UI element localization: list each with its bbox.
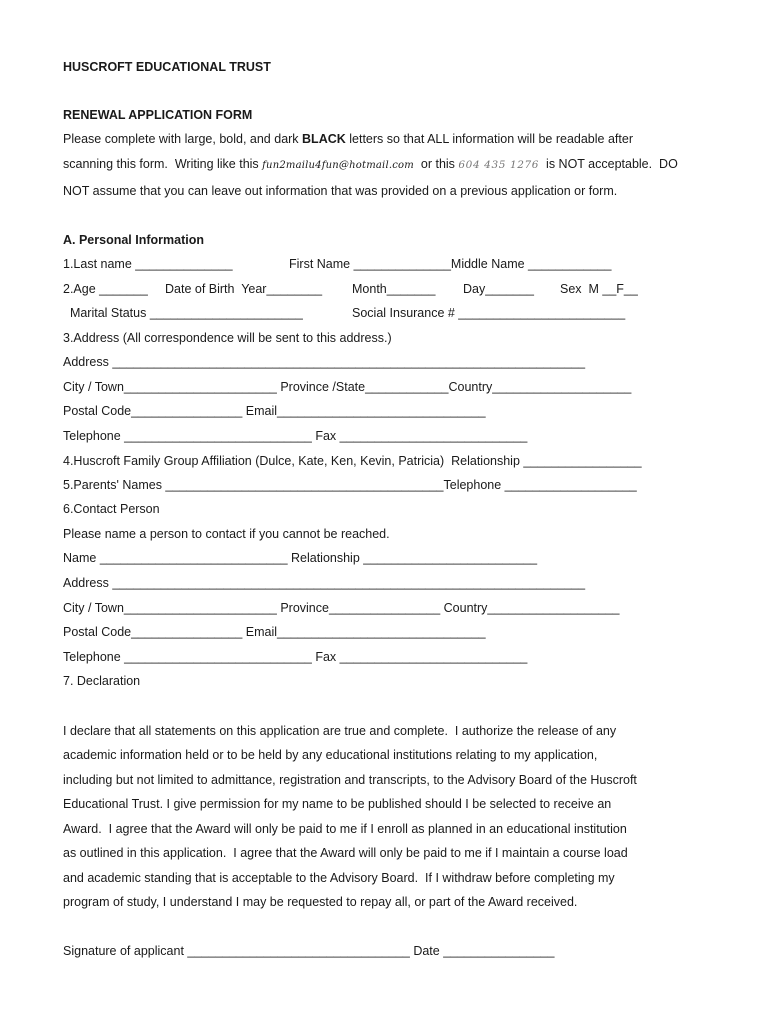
intro-line-3: NOT assume that you can leave out information that was provided on a previous application or form. <box>63 184 618 198</box>
sex-field[interactable]: Sex M __F__ <box>560 282 638 296</box>
contact-address-field[interactable]: Address ____________________________________________________________________ <box>63 576 586 590</box>
declaration-line: program of study, I understand I may be requested to repay all, or part of the Award received. <box>63 895 578 909</box>
document-title: HUSCROFT EDUCATIONAL TRUST <box>63 60 271 74</box>
birth-month-field[interactable]: Month_______ <box>352 282 436 296</box>
last-name-field[interactable]: 1.Last name ______________ <box>63 257 233 271</box>
intro-text: scanning this form. Writing like this <box>63 157 263 171</box>
age-field[interactable]: 2.Age _______ <box>63 282 148 296</box>
contact-telephone-fax-field[interactable]: Telephone ___________________________ Fax ___________________________ <box>63 650 528 664</box>
postal-email-field[interactable]: Postal Code________________ Email______________________________ <box>63 404 486 418</box>
contact-postal-email-field[interactable]: Postal Code________________ Email______________________________ <box>63 625 486 639</box>
intro-line-2 <box>63 156 678 174</box>
contact-person-instruction: Please name a person to contact if you cannot be reached. <box>63 527 390 541</box>
first-middle-name-field[interactable]: First Name ______________Middle Name ____________ <box>289 257 612 271</box>
intro-black-emphasis: BLACK <box>302 132 346 146</box>
parents-names-field[interactable]: 5.Parents' Names ________________________________________Telephone ___________________ <box>63 478 637 492</box>
declaration-line: academic information held or to be held by any educational institutions relating to my application, <box>63 748 598 762</box>
declaration-line: as outlined in this application. I agree that the Award will only be paid to me if I maintain a course load <box>63 846 628 860</box>
declaration-line: and academic standing that is acceptable to the Advisory Board. If I withdraw before completing my <box>63 871 615 885</box>
intro-text: is NOT acceptable. DO <box>539 157 678 171</box>
family-affiliation-field[interactable]: 4.Huscroft Family Group Affiliation (Dulce, Kate, Ken, Kevin, Patricia) Relationship _________________ <box>63 454 642 468</box>
signature-date-field[interactable]: Signature of applicant ________________________________ Date ________________ <box>63 944 555 958</box>
declaration-heading: 7. Declaration <box>63 674 141 688</box>
declaration-line: Award. I agree that the Award will only be paid to me if I enroll as planned in an educational institution <box>63 822 627 836</box>
marital-status-field[interactable]: Marital Status ______________________ <box>63 306 303 320</box>
telephone-fax-field[interactable]: Telephone ___________________________ Fax ___________________________ <box>63 429 528 443</box>
section-a-heading: A. Personal Information <box>63 233 204 247</box>
intro-line-1 <box>63 131 633 147</box>
contact-name-field[interactable]: Name ___________________________ Relationship _________________________ <box>63 551 538 565</box>
handwriting-example-phone: 604 435 1276 <box>458 159 540 171</box>
address-field[interactable]: Address ____________________________________________________________________ <box>63 355 586 369</box>
intro-text: Please complete with large, bold, and dark <box>63 132 303 146</box>
declaration-line: I declare that all statements on this application are true and complete. I authorize the release of any <box>63 724 617 738</box>
intro-text: letters so that ALL information will be readable after <box>345 132 633 146</box>
contact-city-field[interactable]: City / Town______________________ Province________________ Country___________________ <box>63 601 620 615</box>
birth-year-field[interactable]: Date of Birth Year________ <box>165 282 323 296</box>
address-note: 3.Address (All correspondence will be sent to this address.) <box>63 331 392 345</box>
birth-day-field[interactable]: Day_______ <box>463 282 534 296</box>
intro-text: or this <box>413 157 459 171</box>
city-province-country-field[interactable]: City / Town______________________ Province /State____________Country____________________ <box>63 380 632 394</box>
social-insurance-field[interactable]: Social Insurance # ________________________ <box>352 306 626 320</box>
declaration-line: including but not limited to admittance, registration and transcripts, to the Advisory Board of the Huscroft <box>63 773 637 787</box>
handwriting-example-email: fun2mailu4fun@hotmail.com <box>262 160 414 171</box>
form-title: RENEWAL APPLICATION FORM <box>63 108 253 122</box>
declaration-line: Educational Trust. I give permission for my name to be published should I be selected to receive an <box>63 797 612 811</box>
contact-person-heading: 6.Contact Person <box>63 502 160 516</box>
